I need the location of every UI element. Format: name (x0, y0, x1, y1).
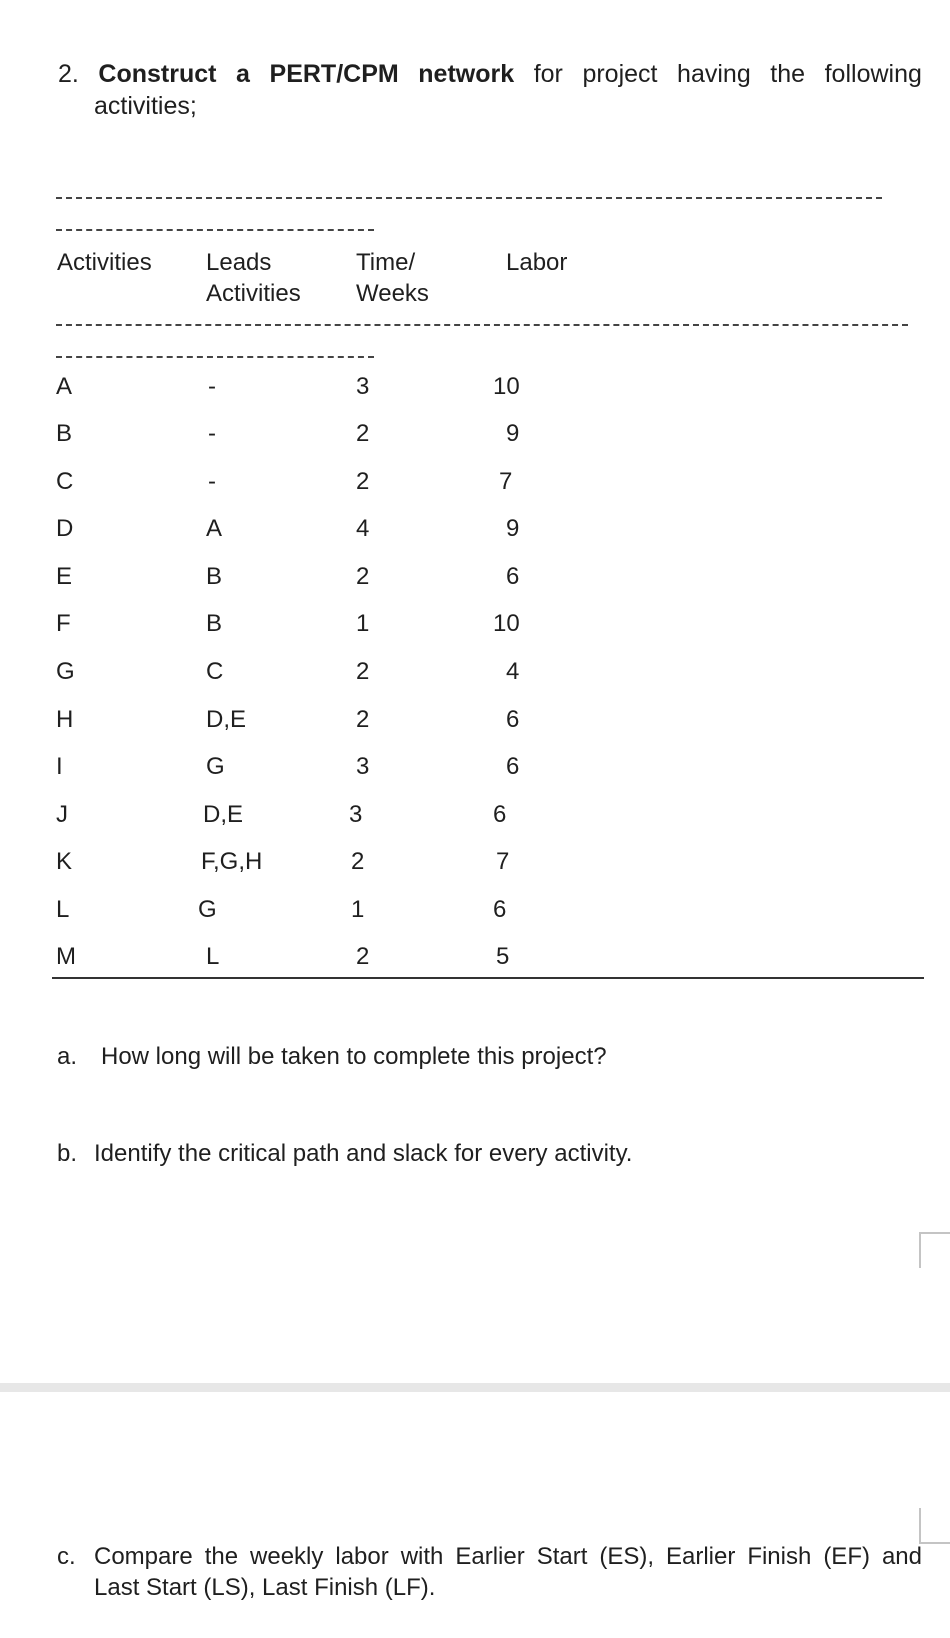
question-number: 2. (58, 60, 79, 88)
cell-time: 2 (356, 658, 370, 685)
cell-leads: G (206, 753, 225, 780)
title-word: project (582, 60, 658, 88)
header-leads-line1: Leads (206, 249, 272, 276)
cell-labor: 9 (506, 515, 520, 542)
title-word: network (418, 60, 515, 88)
cell-time: 2 (356, 706, 370, 733)
cell-labor: 6 (493, 801, 507, 828)
cell-labor: 6 (493, 896, 507, 923)
title-word: following (824, 60, 922, 88)
c-word: Earlier (455, 1543, 525, 1570)
cell-labor: 9 (506, 420, 520, 447)
dashed-divider (56, 356, 374, 358)
cell-leads: D,E (206, 706, 247, 733)
c-word: (ES), (599, 1543, 655, 1570)
cell-leads: F,G,H (201, 848, 263, 875)
cell-leads: L (206, 943, 220, 970)
question-c-line2: Last Start (LS), Last Finish (LF). (94, 1574, 436, 1601)
cell-activity: C (56, 468, 74, 495)
title-word: for (533, 60, 563, 88)
cell-leads: C (206, 658, 224, 685)
corner-mark (919, 1508, 950, 1544)
cell-activity: H (56, 706, 74, 733)
title-word: a (236, 60, 250, 88)
header-time-line1: Time/ (356, 249, 416, 276)
c-word: labor (335, 1543, 389, 1570)
c-word: (EF) (823, 1543, 870, 1570)
header-labor: Labor (506, 249, 568, 276)
title-word: having (677, 60, 751, 88)
cell-labor: 7 (496, 848, 510, 875)
header-leads-line2: Activities (206, 280, 301, 307)
title-word: the (770, 60, 806, 88)
cell-labor: 4 (506, 658, 520, 685)
title-word: Construct (98, 60, 217, 88)
cell-time: 2 (356, 943, 370, 970)
question-c-label: c. (57, 1543, 76, 1570)
header-time (356, 247, 429, 309)
title-word: PERT/CPM (269, 60, 399, 88)
cell-labor: 6 (506, 706, 520, 733)
cell-activity: M (56, 943, 76, 970)
cell-activity: L (56, 896, 70, 923)
cell-leads: A (206, 515, 223, 542)
c-word: Finish (747, 1543, 812, 1570)
cell-time: 1 (356, 610, 370, 637)
question-a-label: a. (57, 1043, 78, 1070)
header-leads (206, 247, 301, 309)
cell-activity: F (56, 610, 71, 637)
cell-activity: K (56, 848, 73, 875)
c-word: Compare (94, 1543, 193, 1570)
question-title-line1 (58, 58, 922, 90)
cell-activity: I (56, 753, 63, 780)
question-b-text: Identify the critical path and slack for every activity. (94, 1140, 633, 1167)
c-word: Start (536, 1543, 588, 1570)
cell-labor: 6 (506, 563, 520, 590)
cell-time: 3 (356, 753, 370, 780)
header-activities: Activities (57, 249, 152, 276)
cell-leads: B (206, 563, 223, 590)
cell-leads: - (208, 420, 216, 447)
cell-time: 2 (356, 468, 370, 495)
table-bottom-rule (52, 977, 924, 979)
corner-mark (919, 1232, 950, 1268)
dashed-divider (56, 229, 374, 231)
cell-leads: D,E (203, 801, 244, 828)
question-c-line1 (94, 1541, 922, 1572)
question-b-label: b. (57, 1140, 78, 1167)
c-word: Earlier (665, 1543, 736, 1570)
cell-time: 4 (356, 515, 370, 542)
cell-leads: - (208, 468, 216, 495)
cell-time: 2 (356, 563, 370, 590)
cell-leads: B (206, 610, 223, 637)
cell-labor: 10 (493, 610, 520, 637)
question-title (58, 58, 922, 122)
cell-labor: 6 (506, 753, 520, 780)
dashed-divider (56, 324, 908, 326)
cell-labor: 7 (499, 468, 513, 495)
cell-time: 3 (349, 801, 363, 828)
cell-leads: - (208, 373, 216, 400)
cell-time: 2 (351, 848, 365, 875)
cell-activity: G (56, 658, 75, 685)
cell-activity: E (56, 563, 73, 590)
question-title-line2: activities; (94, 92, 197, 120)
c-word: weekly (250, 1543, 324, 1570)
cell-labor: 5 (496, 943, 510, 970)
cell-time: 2 (356, 420, 370, 447)
page-separator (0, 1383, 950, 1392)
cell-activity: B (56, 420, 73, 447)
dashed-divider (56, 197, 882, 199)
header-time-line2: Weeks (356, 280, 429, 307)
c-word: with (400, 1543, 444, 1570)
question-a-text: How long will be taken to complete this project? (101, 1043, 607, 1070)
cell-labor: 10 (493, 373, 520, 400)
cell-activity: D (56, 515, 74, 542)
cell-leads: G (198, 896, 217, 923)
cell-activity: J (56, 801, 68, 828)
c-word: and (881, 1543, 922, 1570)
cell-time: 3 (356, 373, 370, 400)
cell-activity: A (56, 373, 73, 400)
c-word: the (204, 1543, 239, 1570)
cell-time: 1 (351, 896, 365, 923)
